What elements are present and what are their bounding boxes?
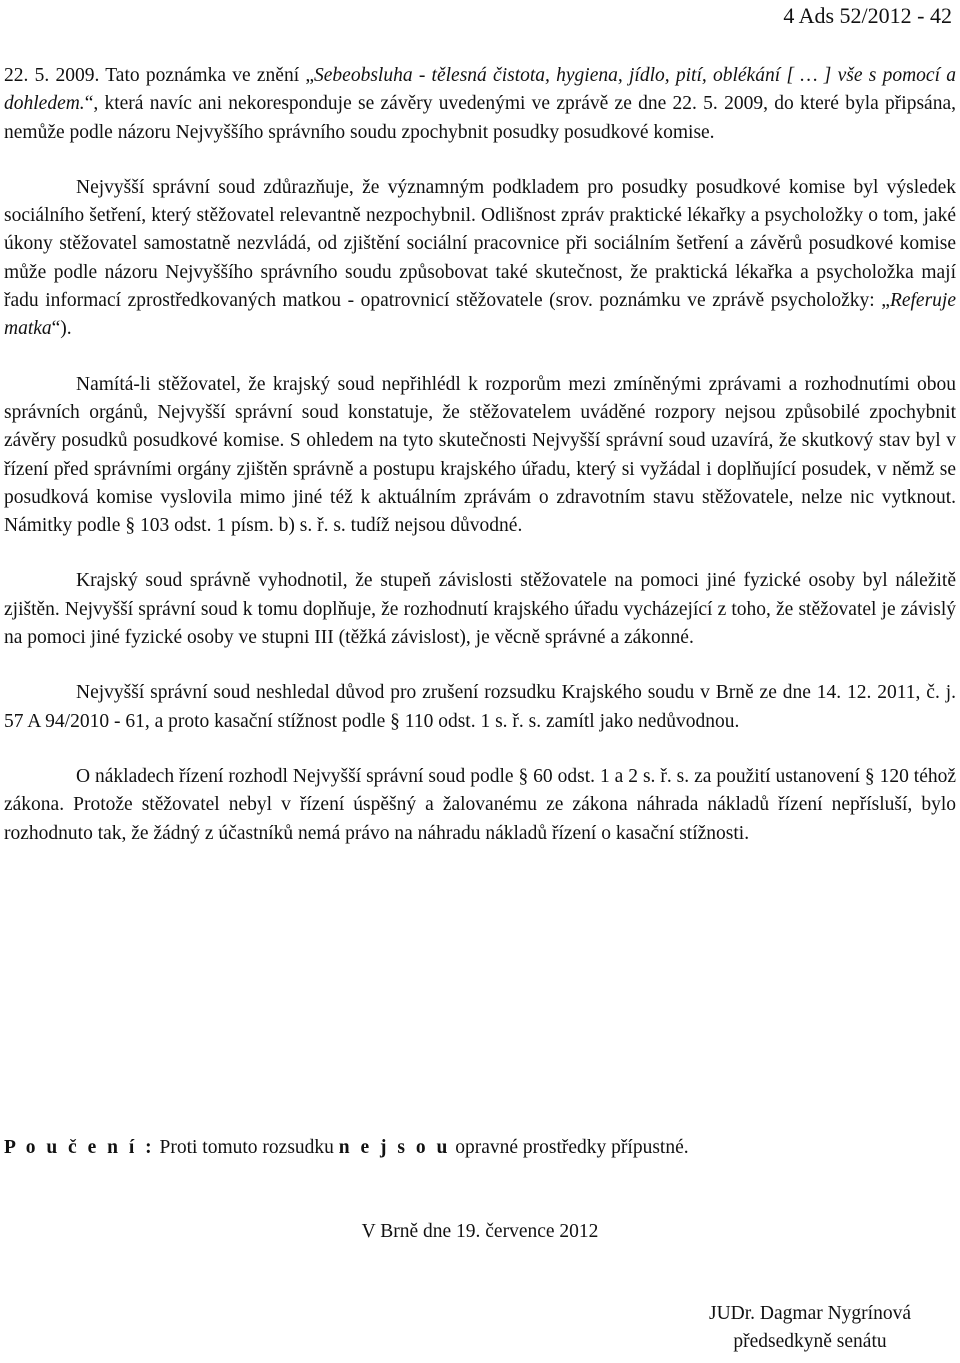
- paragraph-gap: [4, 652, 956, 679]
- paragraph: [4, 763, 956, 848]
- quoted-text: Sebeobsluha - tělesná čistota, hygiena, jídlo, pití, oblékání [ … ] vše s pomocí a dohledem.: [4, 65, 956, 115]
- paragraph: [4, 62, 956, 147]
- signature-block: [670, 1300, 950, 1356]
- paragraph-gap: [4, 736, 956, 763]
- paragraph: [4, 371, 956, 541]
- quoted-text: Referuje matka: [4, 290, 956, 340]
- paragraph-text: “).: [51, 318, 72, 340]
- paragraph-gap: [4, 344, 956, 371]
- instruction-label: P o u č e n í :: [4, 1137, 155, 1158]
- paragraph-text: 22. 5. 2009. Tato poznámka ve znění „: [4, 65, 315, 86]
- paragraph-text: Nejvyšší správní soud neshledal důvod pro zrušení rozsudku Krajského soudu v Brně ze dne 14. 12. 2011, č. j. 57 A 94/2010 - 61, a proto kasační stížnost podle § 110 odst. 1 s. ř. s. zamítl jako nedůvodnou.: [4, 682, 956, 732]
- instruction-emphasis: n e j s o u: [338, 1137, 451, 1158]
- paragraph-text: Nejvyšší správní soud zdůrazňuje, že významným podkladem pro posudky posudkové komise byl výsledek sociálního šetření, který stěžovatel relevantně nezpochybnil. Odlišnost zpráv praktické lékařky a psycholožky o tom, jaké úkony stěžovatel samostatně nezvládá, od zjištění sociální pracovnice při sociálním šetření a závěrů posudkové komise může podle názoru Nejvyššího správního soudu způsobovat také skutečnost, že praktická lékařka a psycholožka mají řadu informací zprostředkovaných matkou - opatrovnicí stěžovatele (srov. poznámku ve zprávě psycholožky: „: [4, 176, 956, 312]
- paragraph: [4, 174, 956, 344]
- instruction-text-before: Proti tomuto rozsudku: [159, 1137, 334, 1158]
- paragraph-text: Krajský soud správně vyhodnotil, že stupeň závislosti stěžovatele na pomoci jiné fyzické osoby byl náležitě zjištěn. Nejvyšší správní soud k tomu doplňuje, že rozhodnutí krajského úřadu vycházející z toho, že stěžovatel je závislý na pomoci jiné fyzické osoby ve stupni III (těžká závislost), je věcně správné a zákonné.: [4, 570, 956, 649]
- paragraph-text: Namítá-li stěžovatel, že krajský soud nepřihlédl k rozporům mezi zmíněnými zprávami a rozhodnutími obou správních orgánů, Nejvyšší správní soud konstatuje, že stěžovatelem uváděné rozpory nejsou způsobilé zpochybnit závěry posudků posudkové komise. S ohledem na tyto skutečnosti Nejvyšší správní soud uzavírá, že skutkový stav byl v řízení před správními orgány zjištěn správně a postupu krajského úřadu, který si vyžádal i doplňující posudek, v němž se posudková komise vyslovila mimo jiné též k aktuálním zprávám o zdravotním stavu stěžovatele, nelze nic vytknout. Námitky podle § 103 odst. 1 písm. b) s. ř. s. tudíž nejsou důvodné.: [4, 373, 956, 537]
- paragraph-text: O nákladech řízení rozhodl Nejvyšší správní soud podle § 60 odst. 1 a 2 s. ř. s. za použití ustanovení § 120 téhož zákona. Protože stěžovatel nebyl v řízení úspěšný a žalovanému ze zákona náhrada nákladů řízení nepřísluší, bylo rozhodnuto tak, že žádný z účastníků nemá právo na náhradu nákladů řízení o kasační stížnosti.: [4, 765, 956, 844]
- case-reference: 4 Ads 52/2012 - 42: [783, 3, 952, 28]
- paragraph-gap: [4, 147, 956, 174]
- signatory-name: JUDr. Dagmar Nygrínová: [709, 1303, 911, 1324]
- legal-instruction: [4, 1134, 956, 1162]
- paragraph-gap: [4, 540, 956, 567]
- document-body: [4, 62, 956, 848]
- paragraph-text: “, která navíc ani nekoresponduje se závěry uvedenými ve zprávě ze dne 22. 5. 2009, do které byla připsána, nemůže podle názoru Nejvyššího správního soudu zpochybnit posudky posudkové komise.: [4, 93, 956, 143]
- paragraph: [4, 567, 956, 652]
- place-and-date: V Brně dne 19. července 2012: [361, 1221, 599, 1242]
- paragraph: [4, 679, 956, 736]
- signatory-role: předsedkyně senátu: [733, 1331, 887, 1352]
- instruction-text-after: opravné prostředky přípustné.: [455, 1137, 689, 1158]
